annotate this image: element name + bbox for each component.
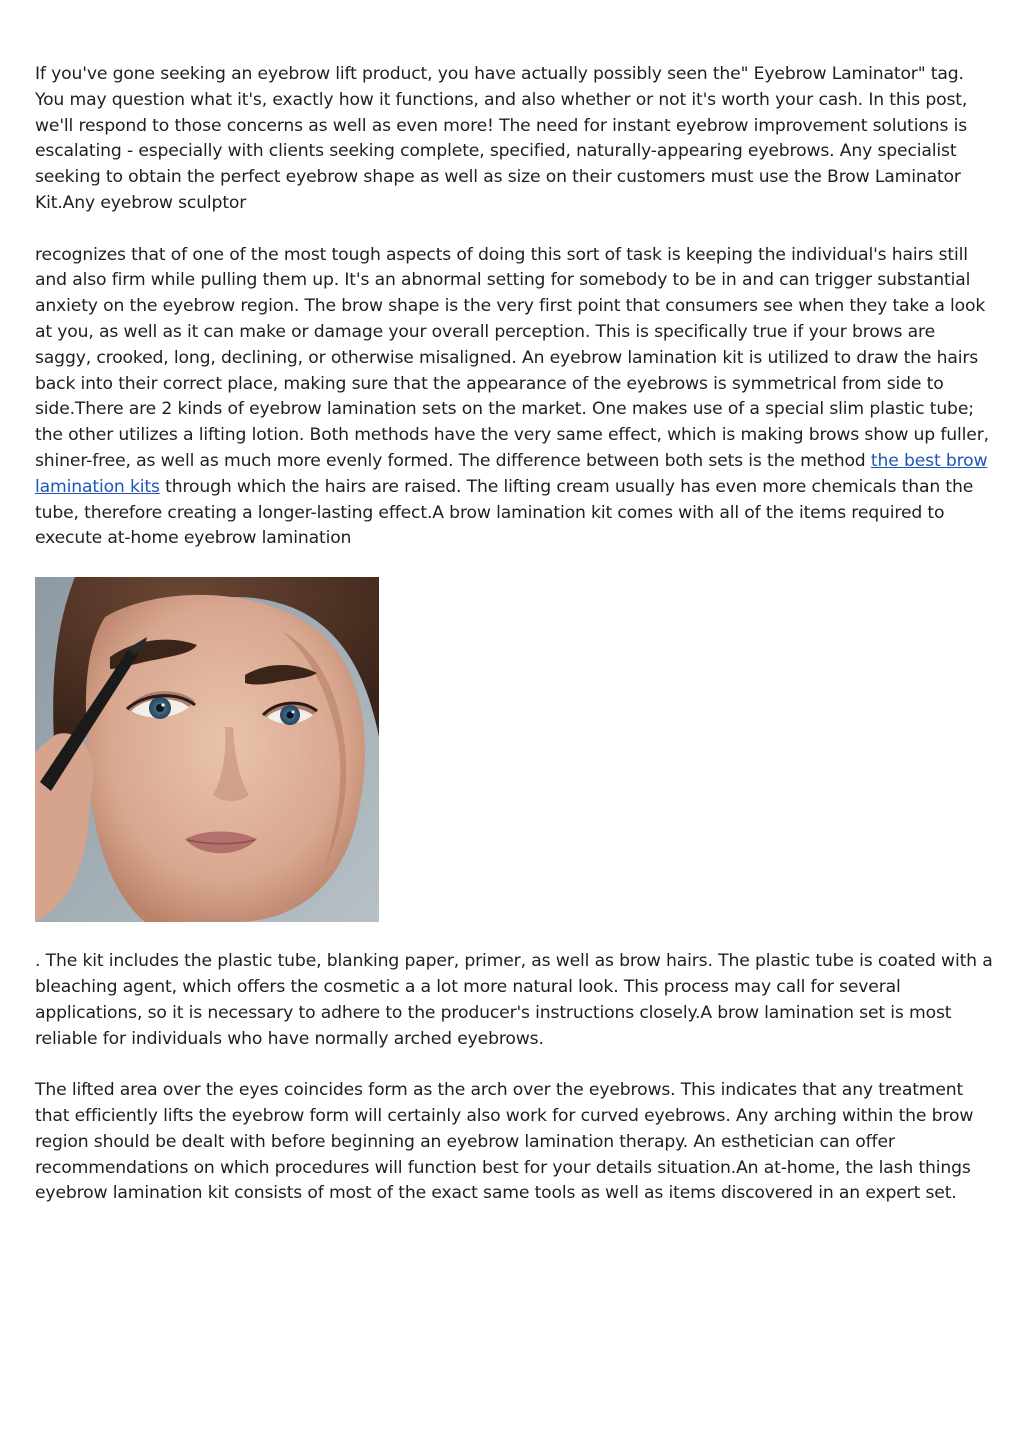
paragraph-text: through which the hairs are raised. The lifting cream usually has even more chemicals than the tube, therefore creating a longer-lasting effect.A brow lamination kit comes with all of the items required to execute at-home eyebrow lamination <box>35 476 974 549</box>
paragraph-lifted-area: The lifted area over the eyes coincides form as the arch over the eyebrows. This indicates that any treatment that efficiently lifts the eyebrow form will certainly also work for curved eyebrows. Any arching within the brow region should be dealt with before beginning an eyebrow lamination therapy. An esthetician can offer recommendations on which procedures will function best for your details situation.An at-home, the lash things eyebrow lamination kit consists of most of the exact same tools as well as items discovered in an expert set. <box>35 1080 974 1204</box>
paragraph-lamination-kinds <box>35 243 995 553</box>
paragraph-intro: If you've gone seeking an eyebrow lift product, you have actually possibly seen the" Eyebrow Laminator" tag. You may question what it's, exactly how it functions, and also whether or not it's worth your cash. In this post, we'll respond to those concerns as well as even more! The need for instant eyebrow improvement solutions is escalating - especially with clients seeking complete, specified, naturally-appearing eyebrows. Any specialist seeking to obtain the perfect eyebrow shape as well as size on their customers must use the Brow Laminator Kit.Any eyebrow sculptor <box>35 64 968 213</box>
paragraph-text: recognizes that of one of the most tough aspects of doing this sort of task is keeping the individual's hairs still and also firm while pulling them up. It's an abnormal setting for somebody to be in and can trigger substantial anxiety on the eyebrow region. The brow shape is the very first point that consumers see when they take a look at you, as well as it can make or damage your overall perception. This is specifically true if your brows are saggy, crooked, long, declining, or otherwise misaligned. An eyebrow lamination kit is utilized to draw the hairs back into their correct place, making sure that the appearance of the eyebrows is symmetrical from side to side.There are 2 kinds of eyebrow lamination sets on the market. One makes use of a special slim plastic tube; the other utilizes a lifting lotion. Both methods have the very same effect, which is making brows show up fuller, shiner-free, as well as much more evenly formed. The difference between both sets is the method <box>35 244 989 471</box>
article-body <box>35 62 995 1207</box>
brow-lamination-kits-link[interactable]: the best brow lamination kits <box>35 450 988 497</box>
paragraph-kit-contents: . The kit includes the plastic tube, blanking paper, primer, as well as brow hairs. The plastic tube is coated with a bleaching agent, which offers the cosmetic a a lot more natural look. This process may call for several applications, so it is necessary to adhere to the producer's instructions closely.A brow lamination set is most reliable for individuals who have normally arched eyebrows. <box>35 951 993 1049</box>
eyebrow-model-photo <box>35 577 379 922</box>
